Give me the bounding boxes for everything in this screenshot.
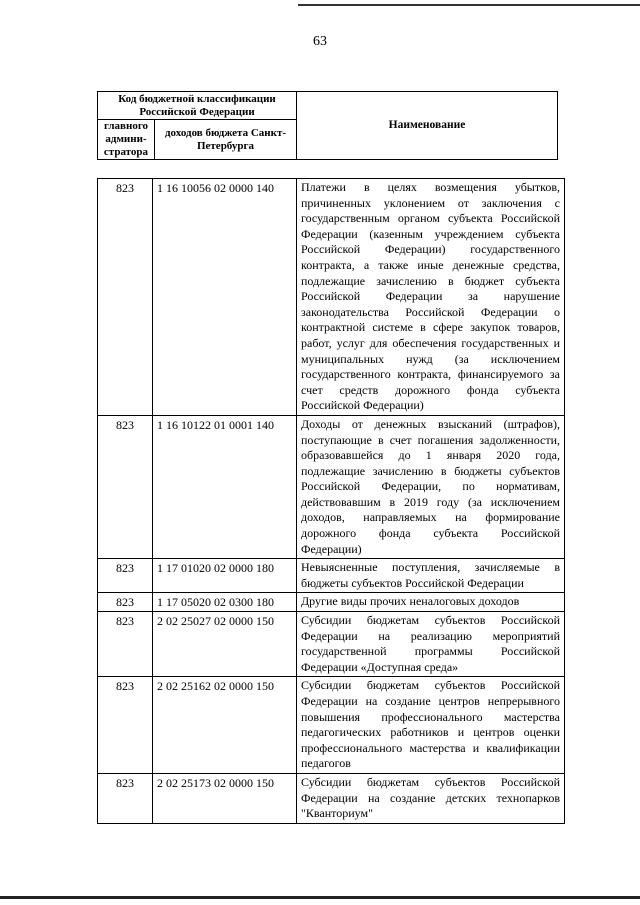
description-cell: Субсидии бюджетам субъектов Российской Федерации на создание детских технопарков "Кванториум"	[297, 773, 565, 823]
kbk-code-cell: 1 17 01020 02 0000 180	[153, 559, 297, 593]
data-table	[97, 178, 565, 824]
kbk-code-cell: 1 17 05020 02 0300 180	[153, 593, 297, 612]
description-cell: Субсидии бюджетам субъектов Российской Федерации на создание центров непрерывного повышения профессионального мастерства педагогических работников и центров оценки профессионального мастерства и квалификации педагогов	[297, 677, 565, 774]
admin-code-cell: 823	[98, 773, 153, 823]
header-admin: главного админи-стратора	[98, 120, 155, 160]
table-row	[98, 559, 565, 593]
table-row	[98, 773, 565, 823]
top-rule	[298, 4, 640, 6]
admin-code-cell: 823	[98, 612, 153, 677]
table-row	[98, 415, 565, 558]
kbk-code-cell: 2 02 25162 02 0000 150	[153, 677, 297, 774]
description-cell: Платежи в целях возмещения убытков, причиненных уклонением от заключения с государственным органом субъекта Российской Федерации (казенным учреждением субъекта Российской Федерации) государственного контракта, а также иные денежные средства, подлежащие зачислению в бюджет субъекта Российской Федерации за нарушение законодательства Российской Федерации о контрактной системе в сфере закупок товаров, работ, услуг для обеспечения государственных и муниципальных нужд (за исключением государственного контракта, финансируемого за счет средств дорожного фонда субъекта Российской Федерации)	[297, 179, 565, 416]
table-row	[98, 593, 565, 612]
header-code-group: Код бюджетной классификации Российской Федерации	[98, 92, 297, 120]
admin-code-cell: 823	[98, 593, 153, 612]
description-cell: Доходы от денежных взысканий (штрафов), поступающие в счет погашения задолженности, образовавшейся до 1 января 2020 года, подлежащие зачислению в бюджеты субъектов Российской Федерации, по нормативам, действовавшим в 2019 году (за исключением доходов, направляемых на формирование дорожного фонда субъекта Российской Федерации)	[297, 415, 565, 558]
admin-code-cell: 823	[98, 179, 153, 416]
table-header	[97, 91, 558, 160]
description-cell: Субсидии бюджетам субъектов Российской Федерации на реализацию мероприятий государственной программы Российской Федерации «Доступная среда»	[297, 612, 565, 677]
admin-code-cell: 823	[98, 415, 153, 558]
admin-code-cell: 823	[98, 559, 153, 593]
bottom-rule	[0, 896, 640, 899]
header-name: Наименование	[297, 92, 558, 160]
table-body	[98, 179, 565, 824]
admin-code-cell: 823	[98, 677, 153, 774]
kbk-code-cell: 1 16 10122 01 0001 140	[153, 415, 297, 558]
kbk-code-cell: 2 02 25173 02 0000 150	[153, 773, 297, 823]
table-row	[98, 677, 565, 774]
kbk-code-cell: 1 16 10056 02 0000 140	[153, 179, 297, 416]
table-row	[98, 179, 565, 416]
header-income: доходов бюджета Санкт-Петербурга	[155, 120, 297, 160]
table-row	[98, 612, 565, 677]
kbk-code-cell: 2 02 25027 02 0000 150	[153, 612, 297, 677]
page-number: 63	[313, 34, 327, 49]
description-cell: Другие виды прочих неналоговых доходов	[297, 593, 565, 612]
description-cell: Невыясненные поступления, зачисляемые в бюджеты субъектов Российской Федерации	[297, 559, 565, 593]
